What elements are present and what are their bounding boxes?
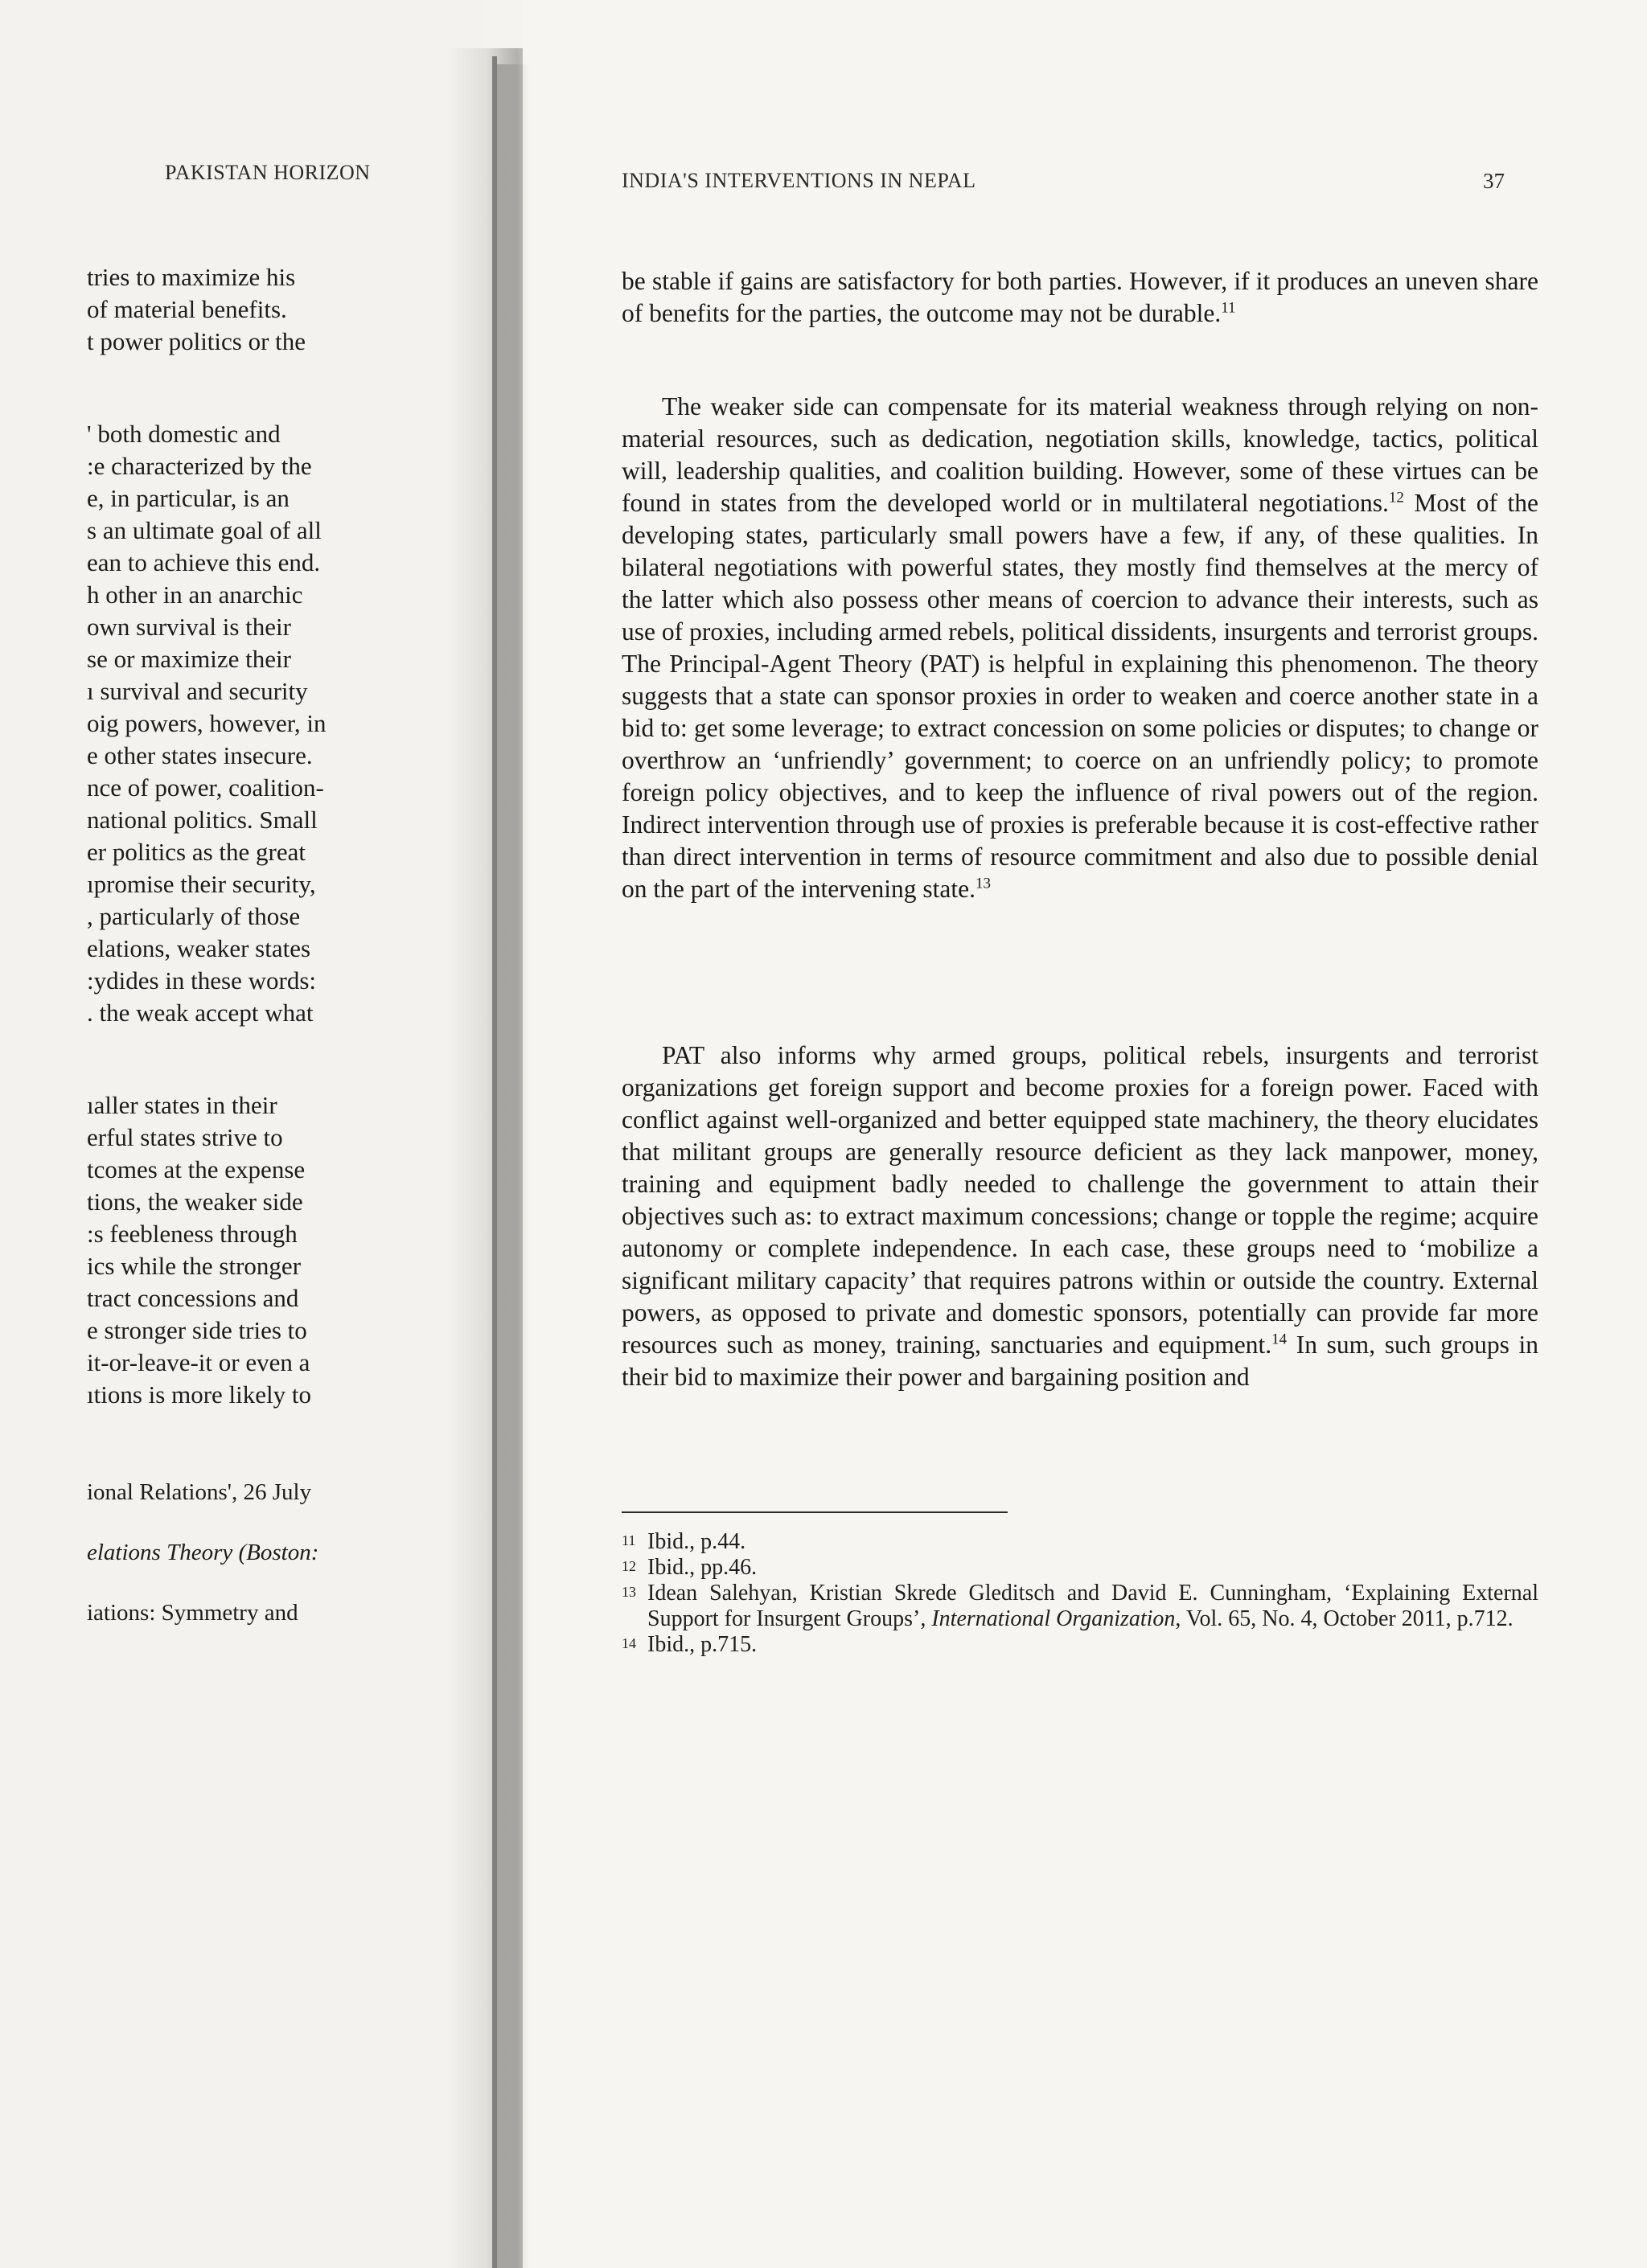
paragraph-2: The weaker side can compensate for its material weakness through relying on non-material resources, such as dedication, negotiation skills, knowledge, tactics, political will, leadership qualities, and coalition building. However, some of these virtues can be found in states from the developed world or in multilateral negotiations.$^{12}$ Most of the developing states, particularly small powers have a few, if any, of these qualities. In bilateral negotiations with powerful states, they mostly find themselves at the mercy of the latter which also possess other means of coercion to advance their interests, such as use of proxies, including armed rebels, political dissidents, insurgents and terrorist groups. The Principal-Agent Theory (PAT) is helpful in explaining this phenomenon. The theory suggests that a state can sponsor proxies in order to weaken and coerce another state in a bid to: get some leverage; to extract concession on some policies or disputes; to change or overthrow an ‘unfriendly’ government; to coerce on an unfriendly policy; to promote foreign policy objectives, and to keep the influence of rival powers out of the region. Indirect intervention through use of proxies is preferable because it is cost-effective rather than direct intervention in terms of resource commitment and also due to possible denial on the part of the intervening state.$^{13}$ [622,392,1538,903]
right-page [523,0,1647,2268]
left-line: er politics as the great [87,838,306,866]
left-line: own survival is their [87,613,291,641]
footnote-13: 13 Idean Salehyan, Kristian Skrede Gleditsch and David E. Cunningham, ‘Explaining External Support for Insurgent Groups’, International Organization, Vol. 65, No. 4, October 2011, p.712. [622,1581,1538,1631]
body-text [622,265,1538,330]
fold-shadow [497,64,529,2268]
left-line: :ydides in these words: [87,966,316,995]
left-line: se or maximize their [87,645,291,673]
left-line: ' both domestic and [87,420,281,448]
left-line: ı survival and security [87,677,308,705]
running-header: INDIA'S INTERVENTIONS IN NEPAL [622,169,976,192]
left-line: t power politics or the [87,327,306,355]
footnote-ref: 14 [1271,1331,1288,1348]
left-line: elations, weaker states [87,934,311,962]
left-line: :s feebleness through [87,1220,298,1248]
left-line: s an ultimate goal of all [87,516,322,544]
left-line: ıpromise their security, [87,870,316,898]
left-page [0,0,483,2268]
left-line: ıtions is more likely to [87,1380,311,1409]
footnote-11: 11 Ibid., p.44. [622,1529,746,1554]
footnote-ref: 12 [1388,489,1404,507]
left-line: tries to maximize his [87,263,296,291]
left-line: . the weak accept what [87,999,314,1027]
footnote-14: 14 Ibid., p.715. [622,1632,758,1657]
footnote-12: 12 Ibid., pp.46. [622,1555,758,1580]
page-number: 37 [1483,169,1505,193]
left-line: ean to achieve this end. [87,548,321,576]
left-line: tions, the weaker side [87,1187,303,1216]
left-line: ics while the stronger [87,1252,302,1280]
paragraph-1: be stable if gains are satisfactory for both parties. However, if it produces an uneven share of benefits for the parties, the outcome may not be durable.$^{11}$ [622,267,1538,327]
left-line: e stronger side tries to [87,1316,307,1344]
left-line: tcomes at the expense [87,1155,306,1183]
left-line: h other in an anarchic [87,580,303,609]
left-line: e other states insecure. [87,741,313,769]
left-footnote-line: ional Relations', 26 July [87,1479,312,1505]
footnote-ref: 11 [1221,299,1236,317]
left-line: oig powers, however, in [87,709,327,737]
left-line: national politics. Small [87,806,318,834]
left-text-block-2 [87,418,384,1029]
left-text-block-1 [87,261,384,358]
left-line: it-or-leave-it or even a [87,1348,310,1376]
left-footnotes [87,1479,384,1660]
left-line: :e characterized by the [87,452,312,480]
left-text-block-3 [87,1089,384,1411]
left-footnote-line: iations: Symmetry and [87,1600,298,1626]
left-footnote-line: elations Theory (Boston: [87,1540,319,1565]
left-line: erful states strive to [87,1123,283,1151]
footnote-separator [622,1511,1008,1513]
left-line: ıaller states in their [87,1091,277,1119]
left-line: e, in particular, is an [87,484,290,512]
left-line: , particularly of those [87,902,301,930]
left-running-header: PAKISTAN HORIZON [165,161,371,184]
left-line: of material benefits. [87,295,287,323]
footnotes [622,1529,1538,1658]
body-text [622,1040,1538,1393]
left-line: nce of power, coalition- [87,773,324,802]
left-line: tract concessions and [87,1284,299,1312]
footnote-ref: 13 [975,875,991,892]
body-text [622,391,1538,905]
paragraph-3: PAT also informs why armed groups, political rebels, insurgents and terrorist organizations get foreign support and become proxies for a foreign power. Faced with conflict against well-organized and better equipped state machinery, the theory elucidates that militant groups are generally resource deficient as they lack manpower, money, training and equipment badly needed to challenge the government to attain their objectives such as: to extract maximum concessions; change or topple the regime; acquire autonomy or complete independence. In each case, these groups need to ‘mobilize a significant military capacity’ that requires patrons within or outside the country. External powers, as opposed to private and domestic sponsors, potentially can provide far more resources such as money, training, sanctuaries and equipment.$^{14}$ In sum, such groups in their bid to maximize their power and bargaining position and [622,1041,1538,1391]
